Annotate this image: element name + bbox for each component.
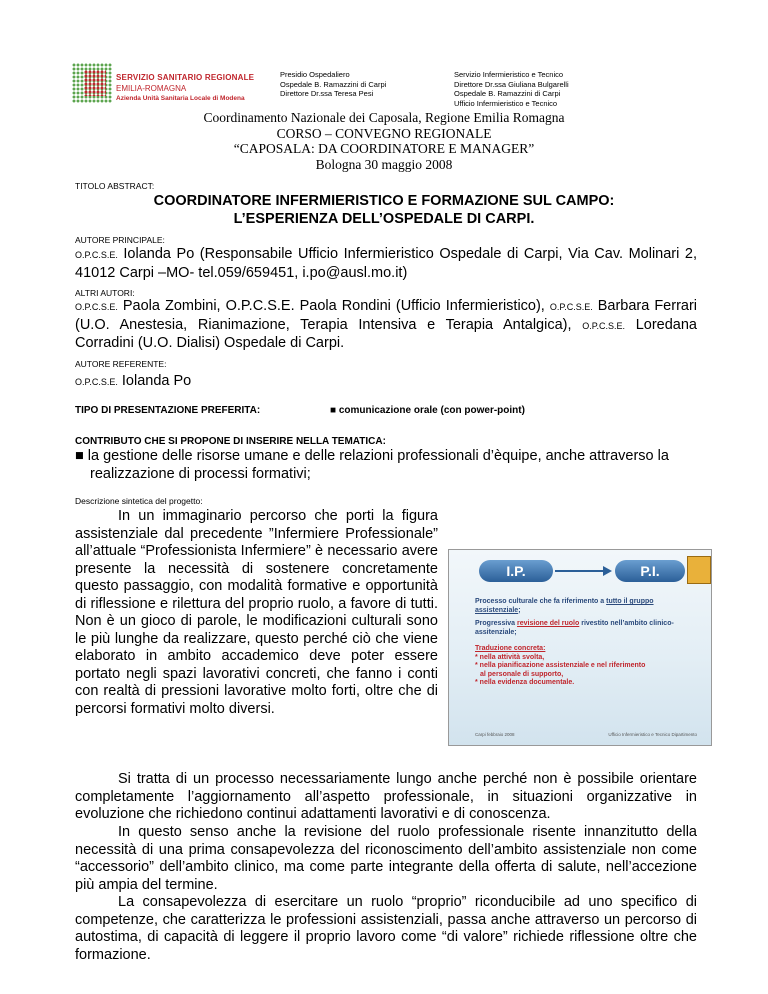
header-right-line: Ufficio Infermieristico e Tecnico [454,98,558,108]
opcse-prefix: O.P.C.S.E. [75,302,118,312]
event-line: Bologna 30 maggio 2008 [315,156,453,172]
autore-referente [75,373,697,392]
event-line: Coordinamento Nazionale dei Caposala, Regione Emilia Romagna [203,110,565,125]
header-right-line: Direttore Dr.ssa Giuliana Bulgarelli [454,79,569,89]
slide-text-underlined: revisione del ruolo [517,620,580,627]
header-left-line: Direttore Dr.ssa Teresa Pesi [280,89,374,98]
opcse-prefix: O.P.C.S.E. [75,250,118,260]
slide-item: * nella attività svolta, [475,653,545,661]
pill-pi: P.I. [615,560,685,582]
autore-principale [75,246,697,282]
header-left-line: Ospedale B. Ramazzini di Carpi [280,79,387,89]
contributo-label: CONTRIBUTO CHE SI PROPONE DI INSERIRE NELLA TEMATICA: [75,436,386,447]
arrow-right-icon [603,566,612,576]
autore-principale-text: Iolanda Po (Responsabile Ufficio Infermieristico Ospedale di Carpi, Via Cav. Molinari 2, 41012 Carpi –MO- tel.059/659451, i.po@ausl.mo.it) [75,246,697,281]
slide-item: * nella pianificazione assistenziale e nel riferimento [475,662,646,670]
slide-subtitle: Traduzione concreta: [475,645,546,652]
autore-principale-label: AUTORE PRINCIPALE: [75,235,165,245]
event-block [0,110,768,172]
tipo-value: ■ comunicazione orale (con power-point) [330,405,525,416]
altri-autori-3: Loredana Corradini (U.O. Dialisi) Ospedale di Carpi. [75,316,697,351]
arrow-line [555,570,607,572]
slide-image [448,549,712,746]
slide-bullet-3 [475,645,695,688]
paragraph-3: In questo senso anche la revisione del ruolo professionale risente innanzitutto della necessità di una prima consapevolezza del riconoscimento dell’ambito assistenziale non come “accessorio” dell’ambito clinico, ma come parte integrante della offerta di salute, nell’accezione più ampia del termine. [75,824,697,893]
logo-dots-red [84,70,106,96]
slide-text: Progressiva [475,620,518,627]
header-right-line: Servizio Infermieristico e Tecnico [454,70,564,79]
title-line: COORDINATORE INFERMIERISTICO E FORMAZIONE SUL CAMPO: [153,193,615,209]
tipo-label: TIPO DI PRESENTAZIONE PREFERITA: [75,405,261,416]
header-right-line: Ospedale B. Ramazzini di Carpi [454,89,561,98]
paragraph-2: Si tratta di un processo necessariamente lungo anche perché non è possibile orientare completamente l’aggiornamento all’aspetto professionale, in situazioni organizzative in evoluzione che richiedono continui adattamenti lavorativi e di conoscenza. [75,771,697,822]
slide-bullet-1 [475,598,695,615]
pill-ip: I.P. [479,560,553,582]
slide-text: rivestito nell’ambito clinico-assitenziale; [475,620,674,636]
altri-autori-label: ALTRI AUTORI: [75,288,135,298]
paragraph-4: La consapevolezza di esercitare un ruolo “proprio” riconducibile ad uno specifico di competenze, che caratterizza le professioni assistenziali, passa anche attraverso un percorso di autostima, di capacità di leggere il proprio lavoro come “di valore” richiede riflessione oltre che formazione. [75,894,697,963]
abstract-title [0,192,768,228]
logo-line-1: SERVIZIO SANITARIO REGIONALE [116,73,255,82]
header-left [280,70,386,99]
paragraph-1: In un immaginario percorso che porti la figura assistenziale dal precedente ”Infermiere Professionale” all’attuale “Professionista Infermiere” è necessario avere presente la necessità di sostenere concretamente questo passaggio, con modalità formative e opportunità di riflessione e rilettura del proprio ruolo, a favore di tutti. Non è un gioco di parole, le modificazioni culturali sono le più lunghe da realizzare, questo perché ciò che viene elaborato in ambito accademico deve poter essere portato negli spazi lavorativi concreti, che fanno i conti con realtà di pressioni lavorative molto forti, oltre che di percorsi formativi molto diversi. [75,508,438,717]
autore-referente-text: Iolanda Po [121,373,192,389]
slide-item: * nella evidenza documentale. [475,679,575,687]
slide-item: al personale di supporto, [480,670,564,678]
slide-text: ; [518,606,521,614]
slide-footer-right: Ufficio Infermieristico e Tecnico Dipartimento [608,732,697,737]
descrizione-label: Descrizione sintetica del progetto: [75,496,203,506]
header-left-line: Presidio Ospedaliero [280,70,350,79]
altri-autori-2: Barbara Ferrari (U.O. Anestesia, Rianimazione, Terapia Intensiva e Terapia Antalgica), [75,298,698,333]
slide-text-underlined: tutto il gruppo assistenziale [475,598,654,614]
titolo-label: TITOLO ABSTRACT: [75,181,155,191]
slide-bullet-2 [475,620,695,637]
opcse-prefix: O.P.C.S.E. [582,320,626,331]
altri-autori-1: Paola Zombini, O.P.C.S.E. Paola Rondini (Ufficio Infermieristico), [122,298,545,314]
slide-footer-left: Carpi febbraio 2008 [475,732,515,737]
opcse-prefix: O.P.C.S.E. [75,377,118,387]
logo-line-3: Azienda Unità Sanitaria Locale di Modena [116,95,245,102]
title-line: L’ESPERIENZA DELL’OSPEDALE DI CARPI. [233,211,535,227]
header-right [454,70,569,108]
slide-text: Processo culturale che fa riferimento a [475,598,607,605]
clipart-icon [687,556,711,584]
event-line: “CAPOSALA: DA COORDINATORE E MANAGER” [233,141,535,156]
altri-autori [75,298,697,353]
logo-line-2: EMILIA-ROMAGNA [116,84,187,93]
autore-referente-label: AUTORE REFERENTE: [75,359,167,369]
event-line: CORSO – CONVEGNO REGIONALE [276,125,492,141]
contributo-text: ■ la gestione delle risorse umane e delle relazioni professionali d’èquipe, anche attraverso la realizzazione di processi formativi; [75,448,669,482]
opcse-prefix: O.P.C.S.E. [549,302,593,312]
